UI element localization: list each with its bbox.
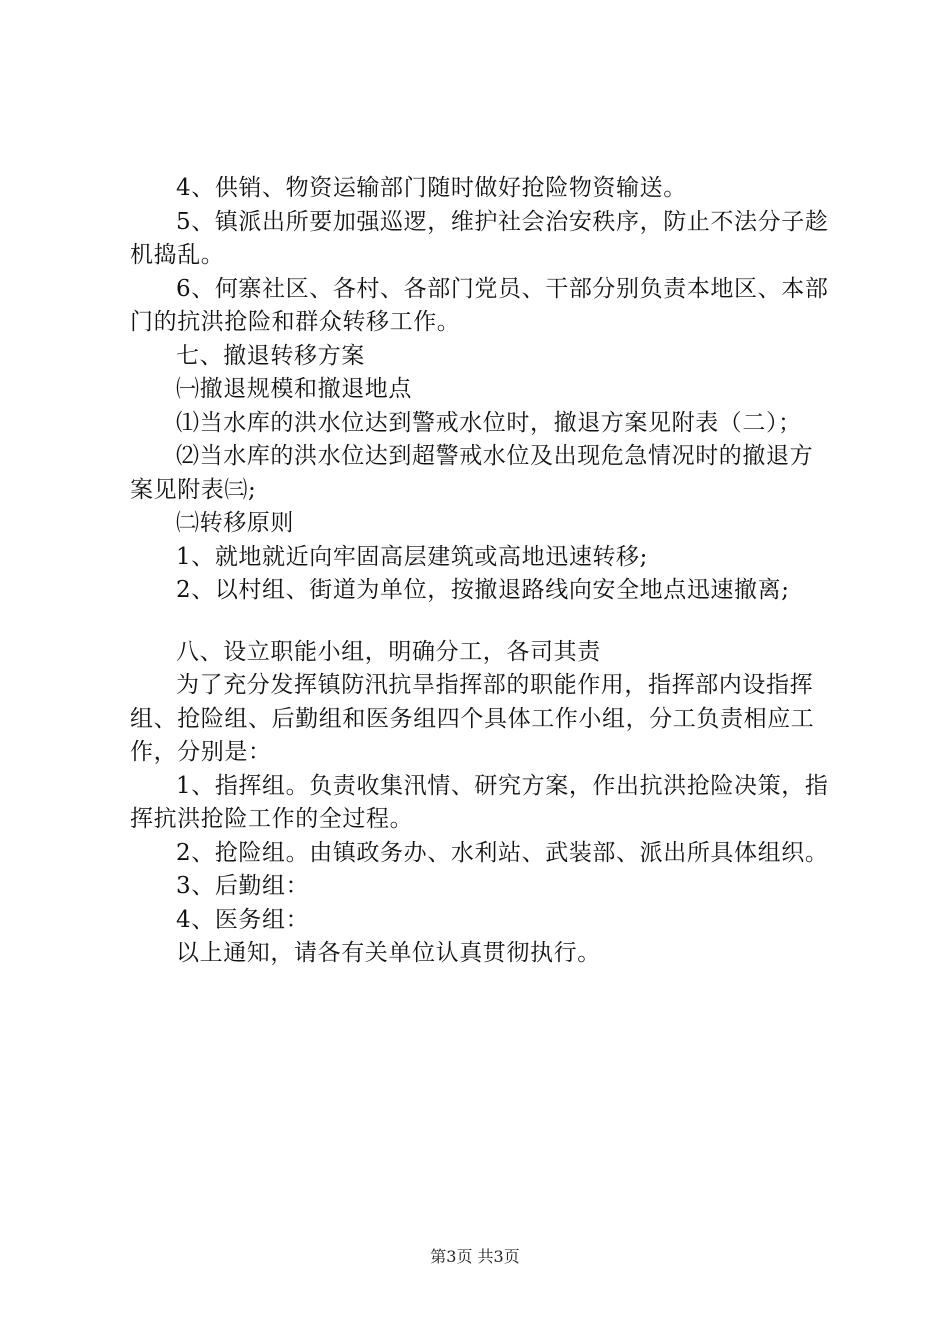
paragraph: ⑵当水库的洪水位达到超警戒水位及出现危急情况时的撤退方案见附表㈢; xyxy=(130,443,814,503)
subsection-heading: ㈠撤退规模和撤退地点 xyxy=(176,376,412,402)
paragraph: 1、就地就近向牢固高层建筑或高地迅速转移; xyxy=(176,543,648,570)
paragraph: 2、抢险组。由镇政务办、水利站、武装部、派出所具体组织。 xyxy=(176,839,829,866)
page-number-footer: 第3页 共3页 xyxy=(430,1247,520,1266)
section-heading: 七、撤退转移方案 xyxy=(176,342,365,369)
paragraph: 4、医务组： xyxy=(176,906,310,933)
paragraph: 3、后勤组： xyxy=(176,873,310,899)
section-heading: 八、设立职能小组，明确分工，各司其责 xyxy=(176,638,601,665)
paragraph: 5、镇派出所要加强巡逻，维护社会治安秩序，防止不法分子趁机捣乱。 xyxy=(130,208,829,268)
document-body xyxy=(130,172,835,971)
paragraph: ⑴当水库的洪水位达到警戒水位时，撤退方案见附表（二）； xyxy=(176,409,802,436)
subsection-heading: ㈡转移原则 xyxy=(176,510,294,536)
paragraph: 4、供销、物资运输部门随时做好抢险物资输送。 xyxy=(176,175,687,201)
paragraph: 2、以村组、街道为单位，按撤退路线向安全地点迅速撤离; xyxy=(176,577,790,603)
paragraph: 以上通知，请各有关单位认真贯彻执行。 xyxy=(176,940,601,966)
paragraph: 6、何寨社区、各村、各部门党员、干部分别负责本地区、本部门的抗洪抢险和群众转移工作。 xyxy=(130,275,829,335)
spacer xyxy=(130,608,835,636)
paragraph: 为了充分发挥镇防汛抗旱指挥部的职能作用，指挥部内设指挥组、抢险组、后勤组和医务组四个具体工作小组，分工负责相应工作，分别是： xyxy=(130,672,815,765)
paragraph: 1、指挥组。负责收集汛情、研究方案，作出抗洪抢险决策，指挥抗洪抢险工作的全过程。 xyxy=(130,772,829,832)
